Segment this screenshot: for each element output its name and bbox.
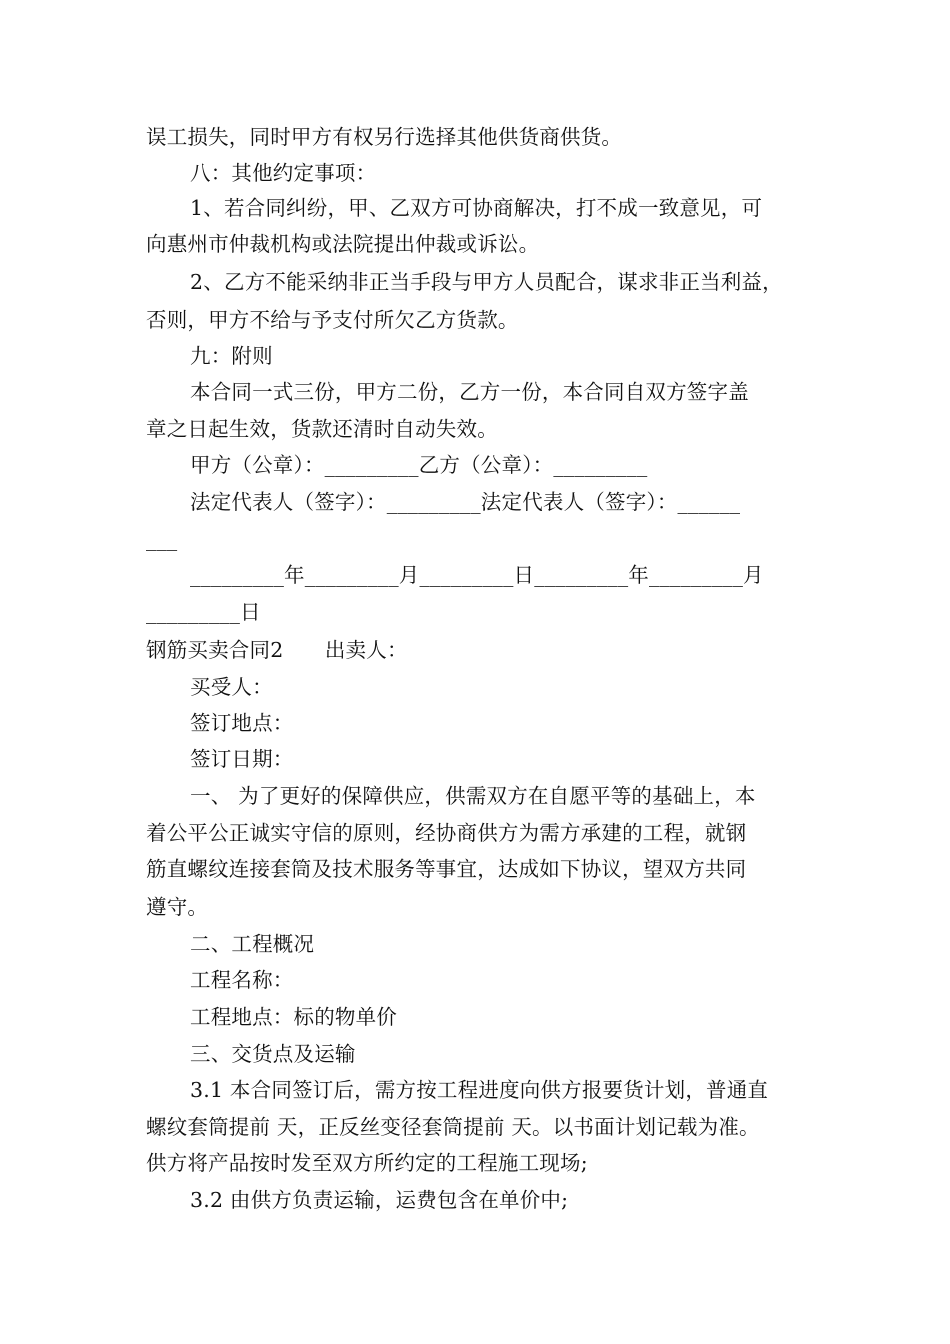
text-line: 3.2 由供方负责运输，运费包含在单价中; <box>190 1188 569 1212</box>
section-heading: 九：附则 <box>190 344 273 368</box>
contract-title: 钢筋买卖合同2 出卖人： <box>146 638 408 662</box>
text-line: 3.1 本合同签订后，需方按工程进度向供方报要货计划，普通直 <box>190 1078 769 1102</box>
date-line: _________年_________月_________日_________年_________月 <box>190 563 764 587</box>
text-line: 向惠州市仲裁机构或法院提出仲裁或诉讼。 <box>146 232 540 256</box>
text-line: 1、若合同纠纷，甲、乙双方可协商解决，打不成一致意见，可 <box>190 196 763 220</box>
field-label: 签订地点： <box>190 711 294 735</box>
text-line: 供方将产品按时发至双方所约定的工程施工现场; <box>146 1151 588 1175</box>
field-label: 工程名称： <box>190 968 294 992</box>
signature-line: 甲方（公章）：_________乙方（公章）：_________ <box>190 453 648 477</box>
field-label: 签订日期： <box>190 747 294 771</box>
field-label: 工程地点：标的物单价 <box>190 1005 397 1029</box>
text-line: 遵守。 <box>146 895 209 919</box>
section-heading: 二、工程概况 <box>190 932 315 956</box>
text-line: 螺纹套筒提前 天，正反丝变径套筒提前 天。以书面计划记载为准。 <box>146 1115 760 1139</box>
text-line: 一、 为了更好的保障供应，供需双方在自愿平等的基础上，本 <box>190 784 756 808</box>
text-line: 着公平公正诚实守信的原则，经协商供方为需方承建的工程，就钢 <box>146 821 747 845</box>
field-label: 买受人： <box>190 675 273 699</box>
section-heading: 三、交货点及运输 <box>190 1042 356 1066</box>
text-line: 否则，甲方不给与予支付所欠乙方货款。 <box>146 308 519 332</box>
signature-line: 法定代表人（签字）：_________法定代表人（签字）：______ <box>190 490 741 514</box>
text-line: 筋直螺纹连接套筒及技术服务等事宜，达成如下协议，望双方共同 <box>146 857 747 881</box>
text-line: 2、乙方不能采纳非正当手段与甲方人员配合，谋求非正当利益， <box>190 270 783 294</box>
text-line: 误工损失，同时甲方有权另行选择其他供货商供货。 <box>146 125 623 149</box>
date-line: _________日 <box>146 600 261 624</box>
signature-line: ___ <box>146 527 178 551</box>
text-line: 本合同一式三份，甲方二份，乙方一份，本合同自双方签字盖 <box>190 380 749 404</box>
text-line: 章之日起生效，货款还清时自动失效。 <box>146 417 498 441</box>
section-heading: 八：其他约定事项： <box>190 161 377 185</box>
